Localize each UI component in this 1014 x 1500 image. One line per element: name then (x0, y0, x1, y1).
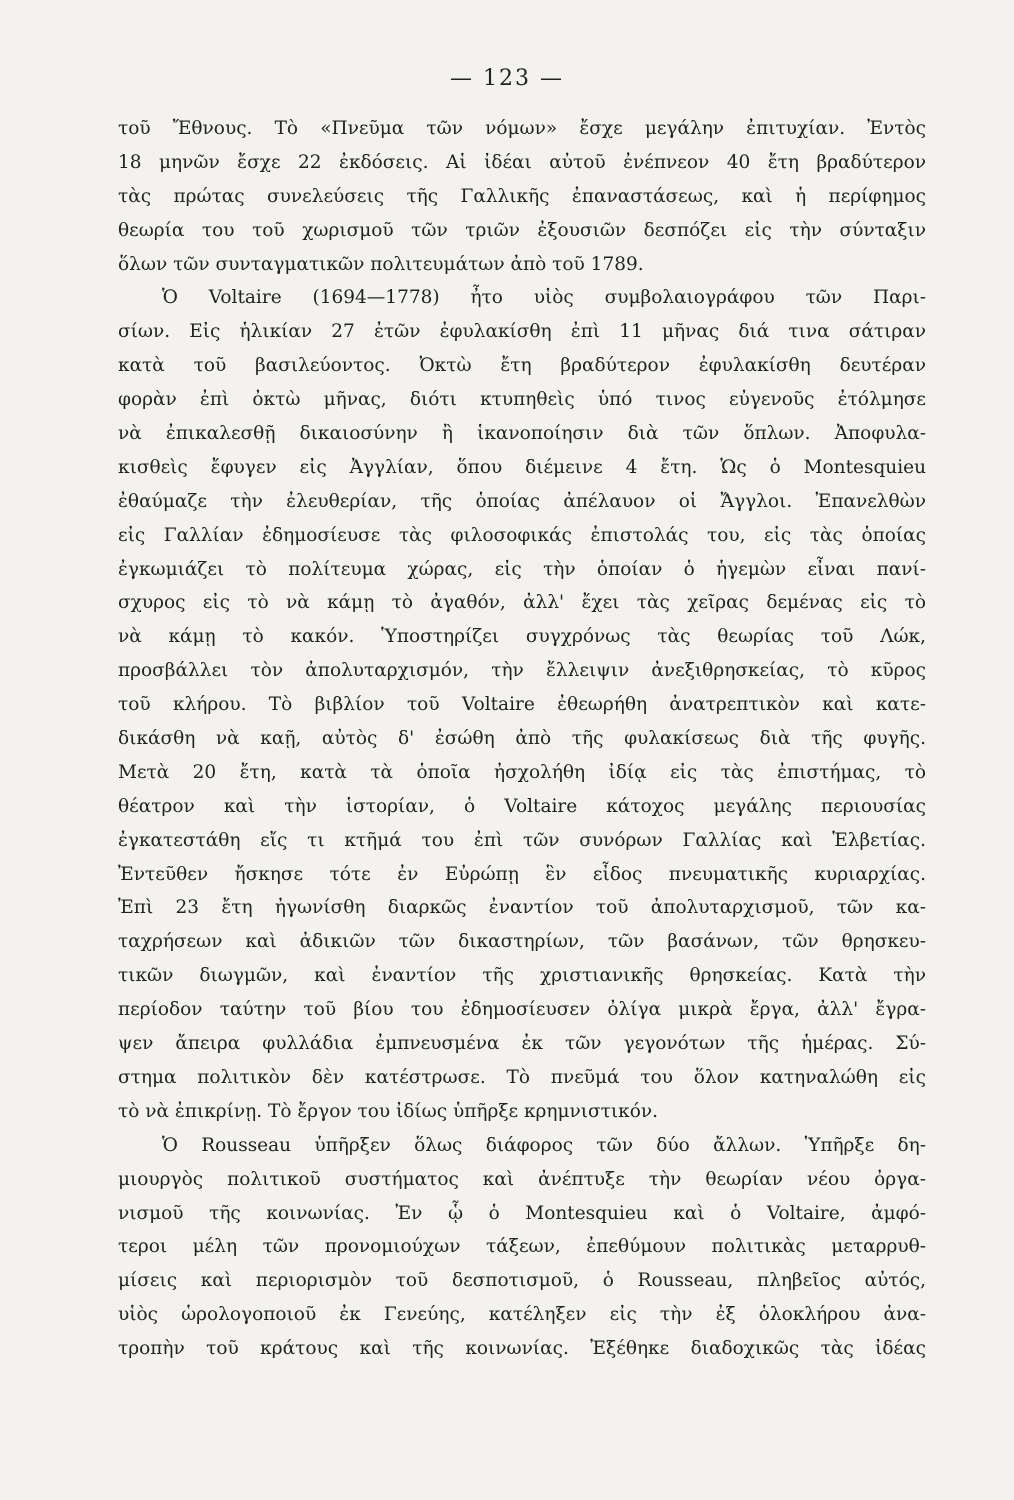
text-line: Ἐντεῦθεν ἤσκησε τότε ἐν Εὐρώπῃ ἓν εἶδος πνευματικῆς κυριαρχίας. (118, 863, 926, 885)
text-line: Ὁ Voltaire (1694—1778) ἦτο υἱὸς συμβολαιογράφου τῶν Παρι- (162, 287, 926, 309)
text-line: εἰς Γαλλίαν ἐδημοσίευσε τὰς φιλοσοφικάς ἐπιστολάς του, εἰς τὰς ὁποίας (118, 524, 926, 546)
text-line: ταχρήσεων καὶ ἀδικιῶν τῶν δικαστηρίων, τῶν βασάνων, τῶν θρησκευ- (118, 931, 926, 953)
text-line: τοῦ κλήρου. Τὸ βιβλίον τοῦ Voltaire ἐθεωρήθη ἀνατρεπτικὸν καὶ κατε- (118, 694, 926, 716)
text-line: νὰ ἐπικαλεσθῇ δικαιοσύνην ἢ ἱκανοποίησιν διὰ τῶν ὅπλων. Ἀποφυλα- (118, 423, 926, 445)
text-line: ὅλων τῶν συνταγματικῶν πολιτευμάτων ἀπὸ τοῦ 1789. (118, 253, 644, 275)
text-line: μίσεις καὶ περιορισμὸν τοῦ δεσποτισμοῦ, ὁ Rousseau, πληβεῖος αὐτός, (118, 1270, 926, 1292)
text-line: σχυρος εἰς τὸ νὰ κάμῃ τὸ ἀγαθόν, ἀλλ' ἔχει τὰς χεῖρας δεμένας εἰς τὸ (118, 592, 926, 614)
text-line: νὰ κάμῃ τὸ κακόν. Ὑποστηρίζει συγχρόνως τὰς θεωρίας τοῦ Λώκ, (118, 626, 926, 648)
text-line: θέατρον καὶ τὴν ἱστορίαν, ὁ Voltaire κάτοχος μεγάλης περιουσίας (118, 795, 926, 817)
text-line: θεωρία του τοῦ χωρισμοῦ τῶν τριῶν ἐξουσιῶν δεσπόζει εἰς τὴν σύνταξιν (118, 219, 926, 241)
text-line: τὸ νὰ ἐπικρίνῃ. Τὸ ἔργον του ἰδίως ὑπῆρξε κρημνιστικόν. (118, 1100, 658, 1122)
text-line: μιουργὸς πολιτικοῦ συστήματος καὶ ἀνέπτυξε τὴν θεωρίαν νέου ὀργα- (118, 1168, 926, 1190)
text-line: τοῦ Ἔθνους. Τὸ «Πνεῦμα τῶν νόμων» ἔσχε μεγάλην ἐπιτυχίαν. Ἐντὸς (118, 118, 926, 139)
text-line: στημα πολιτικὸν δὲν κατέστρωσε. Τὸ πνεῦμά του ὅλον κατηναλώθη εἰς (118, 1066, 926, 1088)
text-line: κατὰ τοῦ βασιλεύοντος. Ὀκτὼ ἔτη βραδύτερον ἐφυλακίσθη δευτέραν (118, 355, 926, 377)
text-line: κισθεὶς ἔφυγεν εἰς Ἀγγλίαν, ὅπου διέμεινε 4 ἔτη. Ὡς ὁ Montesquieu (118, 456, 926, 478)
text-line: 18 μηνῶν ἔσχε 22 ἐκδόσεις. Αἱ ἰδέαι αὐτοῦ ἐνέπνεον 40 ἔτη βραδύτερον (118, 151, 926, 173)
text-line: υἱὸς ὡρολογοποιοῦ ἐκ Γενεύης, κατέληξεν εἰς τὴν ἐξ ὁλοκλήρου ἀνα- (118, 1304, 926, 1326)
text-line: Ἐπὶ 23 ἔτη ἠγωνίσθη διαρκῶς ἐναντίον τοῦ ἀπολυταρχισμοῦ, τῶν κα- (118, 897, 926, 919)
text-line: ἐθαύμαζε τὴν ἐλευθερίαν, τῆς ὁποίας ἀπέλαυον οἱ Ἄγγλοι. Ἐπανελθὼν (118, 490, 926, 512)
text-line: Ὁ Rousseau ὑπῆρξεν ὅλως διάφορος τῶν δύο ἄλλων. Ὑπῆρξε δη- (162, 1134, 926, 1156)
text-line: ψεν ἄπειρα φυλλάδια ἐμπνευσμένα ἐκ τῶν γεγονότων τῆς ἡμέρας. Σύ- (118, 1033, 926, 1055)
text-line: ἐγκωμιάζει τὸ πολίτευμα χώρας, εἰς τὴν ὁποίαν ὁ ἡγεμὼν εἶναι πανί- (118, 558, 926, 580)
body-text (118, 112, 926, 1366)
text-line: φορὰν ἐπὶ ὀκτὼ μῆνας, διότι κτυπηθεὶς ὑπό τινος εὐγενοῦς ἐτόλμησε (118, 389, 926, 411)
text-line: τικῶν διωγμῶν, καὶ ἐναντίον τῆς χριστιανικῆς θρησκείας. Κατὰ τὴν (118, 965, 926, 987)
text-line: περίοδον ταύτην τοῦ βίου του ἐδημοσίευσεν ὀλίγα μικρὰ ἔργα, ἀλλ' ἔγρα- (118, 999, 926, 1021)
text-line: προσβάλλει τὸν ἀπολυταρχισμόν, τὴν ἔλλειψιν ἀνεξιθρησκείας, τὸ κῦρος (118, 660, 926, 682)
text-line: τὰς πρώτας συνελεύσεις τῆς Γαλλικῆς ἐπαναστάσεως, καὶ ἡ περίφημος (118, 185, 926, 207)
text-line: δικάσθη νὰ καῇ, αὐτὸς δ' ἐσώθη ἀπὸ τῆς φυλακίσεως διὰ τῆς φυγῆς. (118, 728, 926, 750)
text-line: Μετὰ 20 ἔτη, κατὰ τὰ ὁποῖα ἠσχολήθη ἰδίᾳ εἰς τὰς ἐπιστήμας, τὸ (118, 761, 926, 783)
text-line: τροπὴν τοῦ κράτους καὶ τῆς κοινωνίας. Ἐξέθηκε διαδοχικῶς τὰς ἰδέας (118, 1338, 926, 1360)
text-line: τεροι μέλη τῶν προνομιούχων τάξεων, ἐπεθύμουν πολιτικὰς μεταρρυθ- (118, 1236, 926, 1258)
page-number: — 123 — (450, 66, 564, 91)
text-line: ἐγκατεστάθη εἴς τι κτῆμά του ἐπὶ τῶν συνόρων Γαλλίας καὶ Ἑλβετίας. (118, 829, 926, 851)
text-line: σίων. Εἰς ἡλικίαν 27 ἐτῶν ἐφυλακίσθη ἐπὶ 11 μῆνας διά τινα σάτιραν (118, 321, 926, 343)
text-line: νισμοῦ τῆς κοινωνίας. Ἐν ᾧ ὁ Montesquieu καὶ ὁ Voltaire, ἀμφό- (118, 1202, 926, 1224)
